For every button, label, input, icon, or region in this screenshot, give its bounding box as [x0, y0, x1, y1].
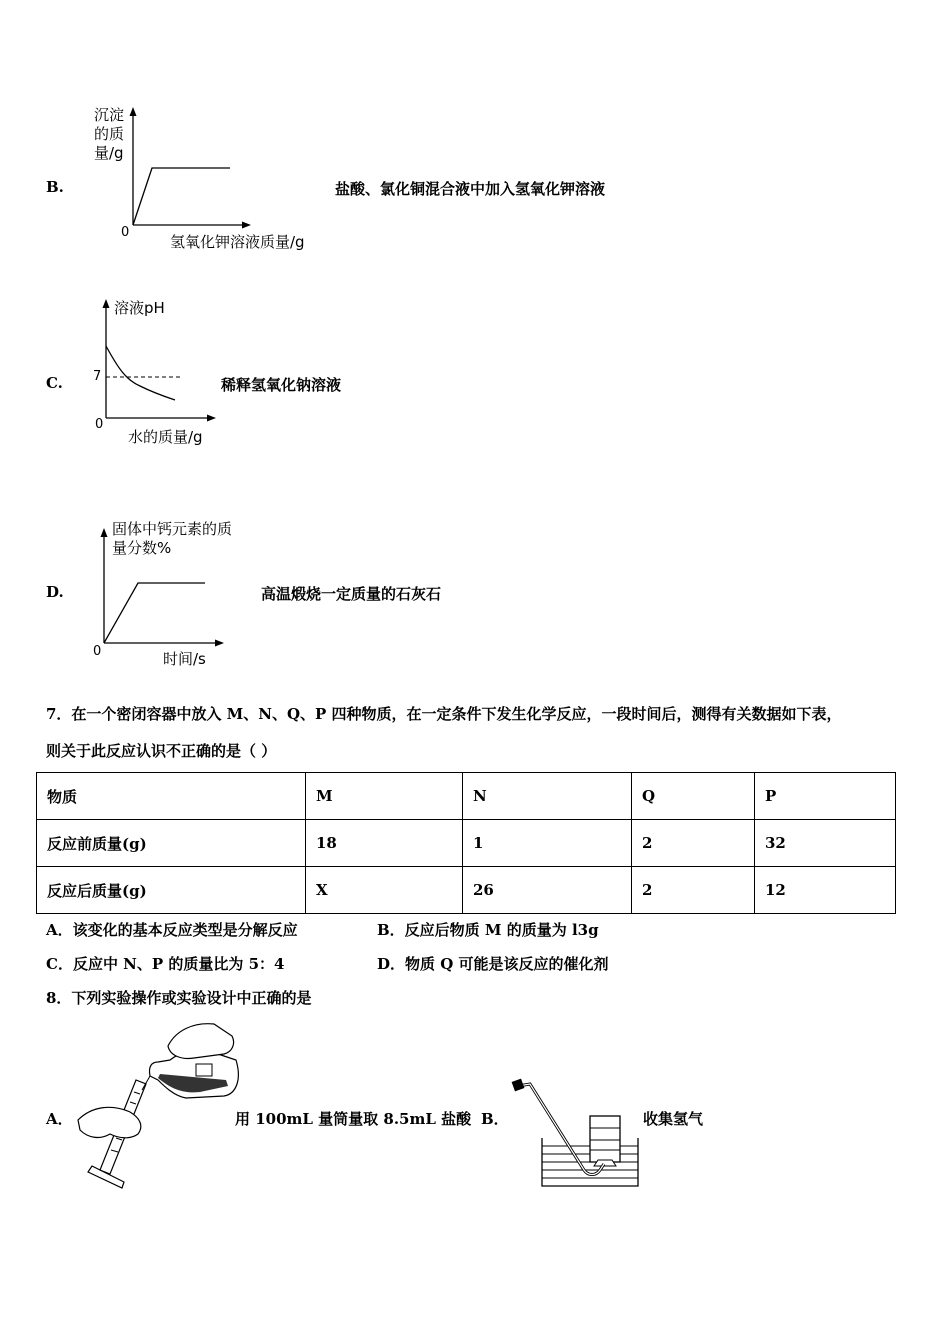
- option-d-origin: 0: [93, 644, 102, 659]
- table-cell: 1: [463, 820, 632, 867]
- collection-bottle: [590, 1116, 620, 1162]
- question8-option-a-letter[interactable]: A．: [46, 1110, 73, 1128]
- table-cell: 反应后质量(g): [37, 867, 306, 914]
- question7-stem-line1: 7．在一个密闭容器中放入 M、N、Q、P 四种物质，在一定条件下发生化学反应，一段时间后，测得有关数据如下表，: [46, 705, 842, 723]
- table-cell: 26: [463, 867, 632, 914]
- question7-option-c[interactable]: C．反应中 N、P 的质量比为 5：4: [46, 955, 285, 973]
- table-cell: 2: [632, 820, 755, 867]
- option-b-caption: 盐酸、氯化铜混合液中加入氢氧化钾溶液: [335, 180, 606, 198]
- option-c-y-label: 溶液pH: [114, 299, 165, 317]
- option-b-y-label-line3: 量/g: [94, 143, 124, 162]
- question8-option-a-caption: 用 100mL 量筒量取 8.5mL 盐酸: [235, 1110, 472, 1128]
- option-d-caption: 高温煅烧一定质量的石灰石: [261, 585, 442, 603]
- table-cell: N: [463, 773, 632, 820]
- question8-option-b-letter[interactable]: B．: [481, 1110, 509, 1128]
- option-d-y-label-line2: 量分数%: [112, 538, 172, 557]
- option-c-tick-7: 7: [93, 369, 102, 384]
- table-cell: X: [306, 867, 463, 914]
- option-b-origin: 0: [121, 225, 130, 240]
- table-cell: 12: [755, 867, 896, 914]
- question8-option-b-caption: 收集氢气: [643, 1110, 704, 1128]
- option-b-letter: B.: [46, 178, 64, 196]
- table-cell: M: [306, 773, 463, 820]
- option-d-x-label: 时间/s: [163, 650, 206, 668]
- option-b-y-label-line2: 的质: [94, 124, 125, 143]
- question7-option-b[interactable]: B．反应后物质 M 的质量为 l3g: [377, 921, 599, 939]
- question7-option-a[interactable]: A．该变化的基本反应类型是分解反应: [46, 921, 298, 939]
- option-b-y-label-line1: 沉淀: [94, 106, 125, 124]
- table-cell: P: [755, 773, 896, 820]
- table-cell: 反应前质量(g): [37, 820, 306, 867]
- table-cell: Q: [632, 773, 755, 820]
- table-cell: 2: [632, 867, 755, 914]
- option-c-origin: 0: [95, 417, 104, 432]
- option-c-x-label: 水的质量/g: [128, 428, 203, 446]
- rubber-stopper: [512, 1079, 525, 1092]
- table-cell: 32: [755, 820, 896, 867]
- question8-stem: 8．下列实验操作或实验设计中正确的是: [46, 989, 312, 1007]
- option-d-letter: D.: [46, 583, 64, 601]
- option-c-letter: C.: [46, 374, 63, 392]
- question7-option-d[interactable]: D．物质 Q 可能是该反应的催化剂: [377, 955, 609, 973]
- question7-stem-line2: 则关于此反应认识不正确的是（ ）: [46, 742, 277, 760]
- table-cell: 18: [306, 820, 463, 867]
- option-b-x-label: 氢氧化钾溶液质量/g: [170, 233, 305, 251]
- option-d-y-label-line1: 固体中钙元素的质: [112, 520, 233, 538]
- option-c-caption: 稀释氢氧化钠溶液: [221, 376, 342, 394]
- table-cell: 物质: [37, 773, 306, 820]
